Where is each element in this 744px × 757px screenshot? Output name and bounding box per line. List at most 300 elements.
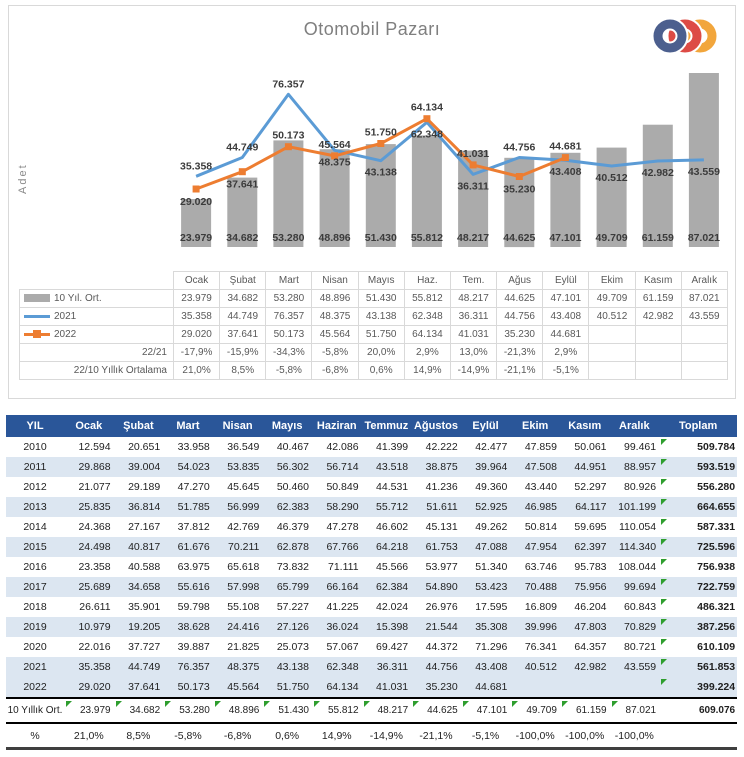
cell: 42.982 — [635, 308, 681, 326]
value-cell: 114.340 — [610, 537, 660, 557]
total-cell: 722.759 — [659, 577, 737, 597]
value-cell: 36.311 — [362, 657, 412, 677]
cell: 35.358 — [174, 308, 220, 326]
data-label: 29.020 — [180, 196, 213, 208]
value-cell: 70.829 — [610, 617, 660, 637]
table-row — [20, 344, 728, 362]
column-header: Ocak — [64, 415, 114, 437]
cell: 43.408 — [543, 308, 589, 326]
value-cell: 41.236 — [425, 481, 458, 493]
column-header: Ekim — [510, 415, 560, 437]
cell: -14,9% — [450, 362, 496, 380]
cell: 2,9% — [404, 344, 450, 362]
total-cell: 387.256 — [659, 617, 737, 637]
ratio-row-label: 22/10 Yıllık Ortalama — [20, 362, 174, 380]
value-cell: 54.890 — [411, 577, 461, 597]
cell — [635, 362, 681, 380]
value-cell: 63.975 — [177, 561, 210, 573]
value-cell: 71.111 — [328, 561, 359, 573]
value-cell: 44.372 — [425, 641, 458, 653]
cell — [635, 326, 681, 344]
series-name: 10 Yıl. Ort. — [54, 293, 102, 304]
value-cell: 108.044 — [618, 561, 657, 573]
line-marker — [423, 115, 430, 122]
cell: 20,0% — [358, 344, 404, 362]
cell: 48.896 — [312, 290, 358, 308]
data-label: 37.641 — [226, 178, 259, 191]
value-cell: 55.108 — [227, 601, 260, 613]
table-row — [20, 326, 728, 344]
value-cell: 47.270 — [177, 481, 210, 493]
year-row — [6, 517, 737, 537]
data-label: 44.681 — [549, 140, 582, 153]
value-cell: 40.817 — [114, 537, 164, 557]
cell: 23.979 — [174, 290, 220, 308]
value-cell: 60.843 — [624, 601, 657, 613]
value-cell: 21.544 — [411, 617, 461, 637]
row-label: % — [6, 723, 64, 749]
value-cell: 51.611 — [411, 497, 461, 517]
combo-chart-svg — [173, 68, 727, 254]
cell — [589, 326, 635, 344]
cell: 14,9% — [404, 362, 450, 380]
legend-label — [20, 290, 174, 308]
cell: 64.134 — [404, 326, 450, 344]
cell: 55.812 — [404, 290, 450, 308]
value-cell: 37.641 — [114, 677, 164, 698]
value-cell: 39.996 — [510, 617, 560, 637]
value-cell: 47.088 — [461, 537, 511, 557]
column-header: Mayıs — [262, 415, 312, 437]
total-cell: 609.076 — [659, 698, 737, 723]
value-cell: 73.832 — [276, 561, 309, 573]
column-header: Mart — [163, 415, 213, 437]
value-cell: 21,0% — [64, 723, 114, 749]
value-cell: 41.031 — [362, 677, 412, 698]
value-cell: 42.024 — [376, 601, 409, 613]
y-axis-label: Adet — [17, 163, 29, 194]
year-table-wrap — [6, 415, 737, 750]
value-cell: 75.956 — [560, 577, 610, 597]
data-label: 40.512 — [595, 172, 628, 184]
value-cell: 53.423 — [461, 577, 511, 597]
value-cell: 87.021 — [610, 698, 660, 723]
line-marker — [516, 173, 523, 180]
cell: -34,3% — [266, 344, 312, 362]
value-cell: 51.785 — [163, 497, 213, 517]
total-cell: 556.280 — [659, 477, 737, 497]
value-cell: 44.681 — [461, 677, 511, 698]
value-cell: 69.427 — [376, 641, 409, 653]
value-cell: 101.199 — [610, 497, 660, 517]
data-label: 34.682 — [226, 232, 259, 244]
year-cell: 2018 — [23, 601, 47, 613]
cell — [681, 326, 727, 344]
value-cell: 21.825 — [227, 641, 260, 653]
cell: 76.357 — [266, 308, 312, 326]
value-cell: 38.875 — [411, 457, 461, 477]
value-cell: 42.477 — [475, 441, 508, 453]
value-cell: 65.799 — [262, 577, 312, 597]
value-cell: 48.375 — [213, 657, 263, 677]
total-cell: 610.109 — [659, 637, 737, 657]
value-cell: 62.383 — [262, 497, 312, 517]
bar — [412, 135, 442, 247]
data-label: 53.280 — [272, 232, 305, 244]
value-cell: 0,6% — [262, 723, 312, 749]
column-header: Temmuz — [362, 415, 412, 437]
value-cell: 25.689 — [64, 577, 114, 597]
value-cell: 24.416 — [213, 617, 263, 637]
year-row — [6, 617, 737, 637]
value-cell: 48.217 — [362, 698, 412, 723]
data-label: 87.021 — [687, 232, 720, 244]
value-cell: 63.746 — [524, 561, 557, 573]
value-cell: 62.384 — [362, 577, 412, 597]
value-cell: 47.278 — [326, 521, 359, 533]
bar-swatch-icon — [24, 294, 50, 302]
year-cell: 2020 — [23, 641, 47, 653]
value-cell: 50.460 — [276, 481, 309, 493]
value-cell: 56.714 — [312, 457, 362, 477]
data-label: 51.430 — [364, 232, 397, 244]
value-cell: 51.750 — [262, 677, 312, 698]
data-label: 44.756 — [503, 141, 536, 154]
total-cell: 725.596 — [659, 537, 737, 557]
cell — [681, 344, 727, 362]
chart-title: Otomobil Pazarı — [303, 19, 441, 39]
month-header: Kasım — [635, 272, 681, 290]
year-cell: 2011 — [6, 457, 64, 477]
corner-cell — [20, 272, 174, 290]
value-cell: 23.358 — [78, 561, 111, 573]
average-row — [6, 698, 737, 723]
value-cell: 80.926 — [624, 481, 657, 493]
month-header: Haz. — [404, 272, 450, 290]
value-cell: 42.982 — [560, 657, 610, 677]
data-label: 55.812 — [410, 232, 443, 244]
line-marker — [377, 140, 384, 147]
value-cell: 29.020 — [64, 677, 114, 698]
value-cell — [510, 677, 560, 698]
line-swatch-icon — [24, 315, 50, 318]
data-label: 45.564 — [318, 138, 351, 151]
value-cell: 70.488 — [510, 577, 560, 597]
year-cell: 2022 — [6, 677, 64, 698]
value-cell: 64.134 — [312, 677, 362, 698]
year-row — [6, 477, 737, 497]
data-label: 48.375 — [318, 156, 351, 169]
total-cell: 664.655 — [659, 497, 737, 517]
cell: -6,8% — [312, 362, 358, 380]
value-cell: 26.976 — [425, 601, 458, 613]
month-header: Eylül — [543, 272, 589, 290]
value-cell: 50.061 — [574, 441, 607, 453]
legend-label — [20, 326, 174, 344]
value-cell: 45.564 — [213, 677, 263, 698]
series-name: 2022 — [54, 329, 77, 340]
value-cell — [560, 677, 610, 698]
value-cell: 40.588 — [128, 561, 161, 573]
value-cell: 42.086 — [326, 441, 359, 453]
table-row — [20, 308, 728, 326]
value-cell: 20.651 — [128, 441, 161, 453]
data-label: 36.311 — [457, 180, 489, 193]
data-label: 44.749 — [226, 141, 259, 154]
value-cell: 49.360 — [475, 481, 508, 493]
cell — [681, 362, 727, 380]
value-cell: 35.901 — [128, 601, 161, 613]
cell: -21,1% — [497, 362, 543, 380]
year-row — [6, 577, 737, 597]
bar — [643, 125, 673, 247]
value-cell: -5,1% — [461, 723, 511, 749]
cell: 43.138 — [358, 308, 404, 326]
value-cell: 39.964 — [461, 457, 511, 477]
cell: 44.681 — [543, 326, 589, 344]
value-cell: 44.756 — [411, 657, 461, 677]
value-cell: 76.357 — [163, 657, 213, 677]
value-cell: 65.618 — [227, 561, 260, 573]
cell: 2,9% — [543, 344, 589, 362]
value-cell: 41.399 — [376, 441, 409, 453]
value-cell: 59.695 — [574, 521, 607, 533]
year-table-head — [6, 415, 737, 437]
header-row — [6, 415, 737, 437]
value-cell: 50.814 — [524, 521, 557, 533]
month-header: Aralık — [681, 272, 727, 290]
value-cell: 47.859 — [524, 441, 557, 453]
cell: 48.375 — [312, 308, 358, 326]
value-cell: 16.809 — [524, 601, 557, 613]
value-cell: -6,8% — [213, 723, 263, 749]
year-row — [6, 437, 737, 457]
value-cell: 36.549 — [227, 441, 260, 453]
value-cell: 52.925 — [461, 497, 511, 517]
value-cell: 59.798 — [177, 601, 210, 613]
data-label: 43.408 — [549, 166, 582, 179]
value-cell: 56.302 — [262, 457, 312, 477]
year-cell: 2013 — [6, 497, 64, 517]
value-cell: 34.682 — [114, 698, 164, 723]
value-cell: 55.616 — [163, 577, 213, 597]
value-cell: 61.676 — [163, 537, 213, 557]
value-cell: 22.016 — [78, 641, 111, 653]
cell: 21,0% — [174, 362, 220, 380]
value-cell: 49.262 — [475, 521, 508, 533]
total-cell: 399.224 — [659, 677, 737, 698]
value-cell: 53.977 — [425, 561, 458, 573]
data-label: 43.559 — [687, 165, 720, 178]
data-label: 62.348 — [410, 128, 443, 141]
value-cell: 37.812 — [177, 521, 210, 533]
value-cell: 41.225 — [326, 601, 359, 613]
value-cell: 47.508 — [510, 457, 560, 477]
value-cell: 62.397 — [560, 537, 610, 557]
month-header: Nisan — [312, 272, 358, 290]
value-cell: 61.753 — [411, 537, 461, 557]
value-cell: 37.727 — [128, 641, 161, 653]
total-cell — [659, 723, 737, 749]
value-cell: -100,0% — [510, 723, 560, 749]
line-marker-swatch-icon — [24, 330, 50, 339]
month-header: Şubat — [220, 272, 266, 290]
value-cell: 99.694 — [610, 577, 660, 597]
column-header: Eylül — [461, 415, 511, 437]
value-cell: 110.054 — [618, 521, 657, 533]
value-cell: 80.721 — [624, 641, 657, 653]
data-label: 35.358 — [180, 160, 213, 173]
total-cell: 561.853 — [659, 657, 737, 677]
value-cell: 29.189 — [128, 481, 161, 493]
value-cell: 55.812 — [312, 698, 362, 723]
value-cell: 50.849 — [326, 481, 359, 493]
value-cell: 43.408 — [461, 657, 511, 677]
table-row — [20, 272, 728, 290]
column-header: Ağustos — [411, 415, 461, 437]
cell: 40.512 — [589, 308, 635, 326]
value-cell: 71.296 — [475, 641, 508, 653]
value-cell: 57.067 — [326, 641, 359, 653]
value-cell: 29.868 — [64, 457, 114, 477]
column-header: Haziran — [312, 415, 362, 437]
cell: 47.101 — [543, 290, 589, 308]
value-cell: 51.430 — [262, 698, 312, 723]
year-row — [6, 497, 737, 517]
value-cell: 45.645 — [227, 481, 260, 493]
value-cell: 33.958 — [177, 441, 210, 453]
cell: 87.021 — [681, 290, 727, 308]
year-row — [6, 597, 737, 617]
chart-data-table-body — [20, 272, 728, 380]
value-cell: 52.297 — [574, 481, 607, 493]
value-cell: 62.878 — [262, 537, 312, 557]
cell — [589, 344, 635, 362]
cell: 44.756 — [497, 308, 543, 326]
value-cell: 64.357 — [574, 641, 607, 653]
value-cell: 26.611 — [79, 601, 111, 613]
data-label: 51.750 — [364, 126, 397, 139]
data-label: 48.896 — [318, 232, 351, 244]
value-cell: 35.358 — [64, 657, 114, 677]
bar — [273, 140, 303, 247]
value-cell: 34.658 — [114, 577, 164, 597]
cell: 0,6% — [358, 362, 404, 380]
value-cell: 45.131 — [425, 521, 458, 533]
value-cell: 57.998 — [213, 577, 263, 597]
data-label: 61.159 — [641, 232, 674, 244]
value-cell: 46.204 — [574, 601, 607, 613]
ratio-row-label: 22/21 — [20, 344, 174, 362]
year-cell: 2012 — [23, 481, 47, 493]
month-header: Ekim — [589, 272, 635, 290]
cell: 53.280 — [266, 290, 312, 308]
column-header: YIL — [6, 415, 64, 437]
month-header: Tem. — [450, 272, 496, 290]
data-label: 49.709 — [595, 232, 628, 244]
chart-data-table — [19, 271, 728, 380]
line-marker — [239, 168, 246, 175]
value-cell: 54.023 — [163, 457, 213, 477]
year-table-body — [6, 437, 737, 749]
odd-logo — [651, 14, 719, 58]
value-cell: -5,8% — [163, 723, 213, 749]
value-cell: 35.308 — [461, 617, 511, 637]
cell: 35.230 — [497, 326, 543, 344]
value-cell: 66.164 — [312, 577, 362, 597]
row-label: 10 Yıllık Ort. — [6, 698, 64, 723]
value-cell: 48.896 — [213, 698, 263, 723]
value-cell: 43.518 — [362, 457, 412, 477]
cell: 44.749 — [220, 308, 266, 326]
cell: -21,3% — [497, 344, 543, 362]
value-cell: 38.628 — [163, 617, 213, 637]
cell: 51.430 — [358, 290, 404, 308]
cell: 50.173 — [266, 326, 312, 344]
year-row — [6, 537, 737, 557]
value-cell: 47.803 — [560, 617, 610, 637]
value-cell: 39.004 — [114, 457, 164, 477]
cell: 29.020 — [174, 326, 220, 344]
cell: 8,5% — [220, 362, 266, 380]
value-cell: 88.957 — [610, 457, 660, 477]
cell: 44.625 — [497, 290, 543, 308]
cell: 37.641 — [220, 326, 266, 344]
value-cell: 64.218 — [362, 537, 412, 557]
value-cell: 21.077 — [78, 481, 111, 493]
value-cell: 10.979 — [64, 617, 114, 637]
year-cell: 2014 — [23, 521, 47, 533]
data-label: 23.979 — [180, 232, 213, 244]
legend-label — [20, 308, 174, 326]
column-header: Toplam — [659, 415, 737, 437]
year-row — [6, 637, 737, 657]
value-cell: 67.766 — [312, 537, 362, 557]
percent-row — [6, 723, 737, 749]
cell: 13,0% — [450, 344, 496, 362]
column-header: Kasım — [560, 415, 610, 437]
value-cell: 46.379 — [276, 521, 309, 533]
cell: 43.559 — [681, 308, 727, 326]
year-table — [6, 415, 737, 750]
value-cell: 27.126 — [262, 617, 312, 637]
cell: 45.564 — [312, 326, 358, 344]
year-cell: 2015 — [6, 537, 64, 557]
value-cell: 25.835 — [64, 497, 114, 517]
value-cell: 57.227 — [276, 601, 309, 613]
data-label: 76.357 — [272, 78, 305, 91]
cell: 61.159 — [635, 290, 681, 308]
value-cell: 95.783 — [574, 561, 607, 573]
value-cell: 47.101 — [461, 698, 511, 723]
data-label: 50.173 — [272, 129, 305, 142]
value-cell: 56.999 — [213, 497, 263, 517]
value-cell: -14,9% — [362, 723, 412, 749]
cell: 62.348 — [404, 308, 450, 326]
value-cell: 25.073 — [276, 641, 309, 653]
value-cell: 24.368 — [78, 521, 111, 533]
data-label: 43.138 — [364, 166, 397, 179]
value-cell: 46.985 — [510, 497, 560, 517]
column-header: Nisan — [213, 415, 263, 437]
value-cell: 47.954 — [510, 537, 560, 557]
year-row — [6, 677, 737, 698]
value-cell: 51.340 — [475, 561, 508, 573]
value-cell: 49.709 — [510, 698, 560, 723]
data-label: 48.217 — [457, 232, 490, 244]
value-cell: 40.512 — [510, 657, 560, 677]
value-cell: 43.440 — [524, 481, 557, 493]
